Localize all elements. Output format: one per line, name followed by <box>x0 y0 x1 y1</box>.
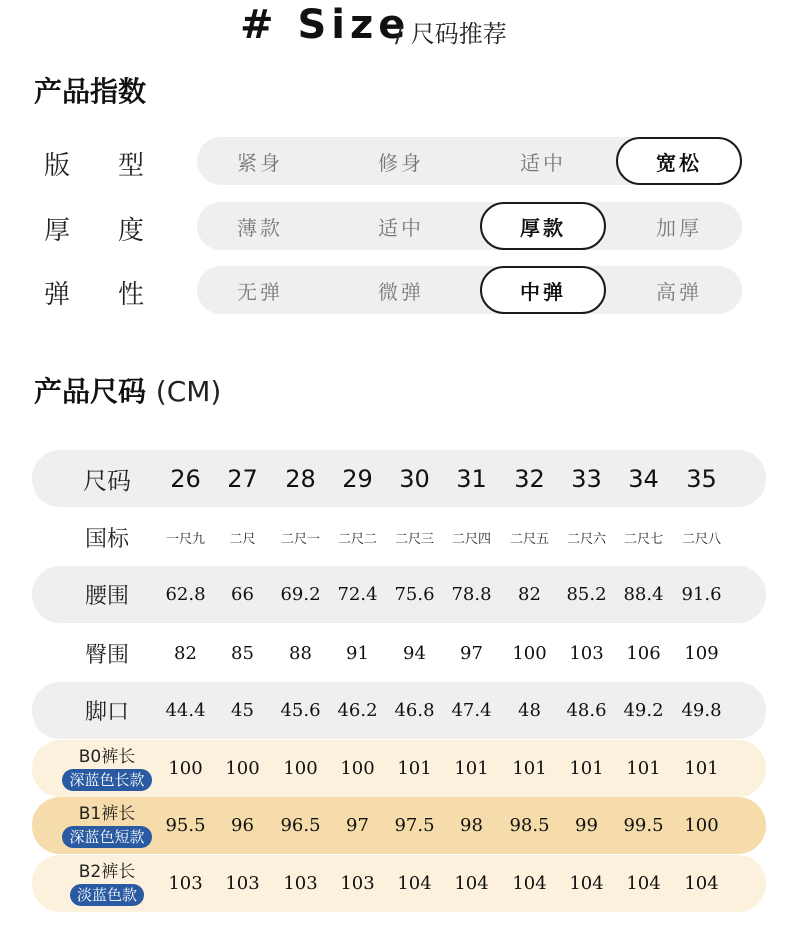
index-label-first-char: 厚 <box>44 216 71 246</box>
size-cell: 101 <box>454 758 489 779</box>
size-cell: 62.8 <box>165 584 206 605</box>
size-cell: 103 <box>569 643 604 664</box>
index-option-selected[interactable]: 中弹 <box>480 266 606 314</box>
size-cell: 48 <box>518 700 541 721</box>
size-cell: 二尺四 <box>451 532 491 547</box>
size-cell: 94 <box>403 643 426 664</box>
size-cell: 34 <box>628 464 659 493</box>
size-cell: 二尺三 <box>394 532 434 547</box>
row-label: 尺码 <box>83 467 131 495</box>
index-option[interactable]: 适中 <box>520 150 566 175</box>
size-cell: 104 <box>512 873 547 894</box>
size-cell: 103 <box>168 873 203 894</box>
row-label-text: B2裤长 <box>78 861 136 882</box>
size-cell: 46.2 <box>337 700 378 721</box>
size-cell: 91.6 <box>681 584 722 605</box>
row-label-text: B0裤长 <box>78 746 136 767</box>
size-row <box>32 682 766 739</box>
size-cell: 二尺一 <box>280 532 320 547</box>
size-cell: 28 <box>285 464 316 493</box>
size-cell: 104 <box>397 873 432 894</box>
size-cell: 31 <box>456 464 487 493</box>
index-option[interactable]: 加厚 <box>656 215 702 240</box>
index-label-second-char: 性 <box>117 280 144 310</box>
size-title: # Size <box>240 2 411 48</box>
size-cell: 45 <box>231 700 254 721</box>
size-row <box>32 625 766 682</box>
size-cell: 109 <box>684 643 719 664</box>
size-cell: 88.4 <box>623 584 664 605</box>
size-cell: 100 <box>283 758 318 779</box>
index-row-label <box>44 274 144 311</box>
size-row <box>32 509 766 566</box>
size-cell: 26 <box>170 464 201 493</box>
size-cell: 101 <box>569 758 604 779</box>
row-label-text: B1裤长 <box>78 803 136 824</box>
size-cell: 100 <box>225 758 260 779</box>
size-cell: 27 <box>227 464 258 493</box>
size-cell: 91 <box>346 643 369 664</box>
size-cell: 96.5 <box>280 815 321 836</box>
size-cell: 33 <box>571 464 602 493</box>
size-cell: 88 <box>289 643 312 664</box>
size-cell: 97 <box>346 815 369 836</box>
size-cell: 101 <box>626 758 661 779</box>
index-option[interactable]: 紧身 <box>237 150 283 175</box>
index-option-track <box>197 266 742 314</box>
index-option-selected[interactable]: 厚款 <box>480 202 606 250</box>
index-option[interactable]: 微弹 <box>378 279 424 304</box>
size-cell: 99.5 <box>623 815 664 836</box>
page-header <box>0 0 790 50</box>
row-label: 脚口 <box>84 700 129 725</box>
size-cell: 95.5 <box>165 815 206 836</box>
index-option[interactable]: 薄款 <box>237 215 283 240</box>
size-row <box>32 740 766 797</box>
size-cell: 101 <box>397 758 432 779</box>
size-row <box>32 855 766 912</box>
size-cell: 82 <box>518 584 541 605</box>
size-cell: 72.4 <box>337 584 378 605</box>
size-cell: 48.6 <box>566 700 607 721</box>
size-cell: 99 <box>575 815 598 836</box>
size-cell: 100 <box>512 643 547 664</box>
size-cell: 47.4 <box>451 700 492 721</box>
size-cell: 一尺九 <box>165 532 205 547</box>
index-option-track <box>197 137 742 185</box>
size-cell: 二尺五 <box>509 532 549 547</box>
index-label-second-char: 度 <box>117 216 144 246</box>
size-cell: 104 <box>569 873 604 894</box>
size-cell: 二尺六 <box>566 532 606 547</box>
index-section-title: 产品指数 <box>34 75 147 108</box>
size-cell: 106 <box>626 643 661 664</box>
size-cell: 96 <box>231 815 254 836</box>
size-row <box>32 797 766 854</box>
size-cell: 29 <box>342 464 373 493</box>
color-badge: 深蓝色短款 <box>62 826 151 848</box>
size-cell: 二尺七 <box>623 532 663 547</box>
index-row-label <box>44 210 144 247</box>
size-section-title-text: 产品尺码 <box>34 375 147 408</box>
size-cell: 101 <box>684 758 719 779</box>
size-cell: 二尺二 <box>337 532 377 547</box>
size-cell: 85.2 <box>566 584 607 605</box>
size-cell: 98.5 <box>509 815 550 836</box>
size-cell: 103 <box>340 873 375 894</box>
color-badge: 深蓝色长款 <box>62 769 151 791</box>
color-badge: 淡蓝色款 <box>70 884 144 906</box>
size-cell: 98 <box>460 815 483 836</box>
row-label: 臀围 <box>84 643 129 668</box>
size-cell: 104 <box>684 873 719 894</box>
size-cell: 103 <box>225 873 260 894</box>
size-cell: 49.8 <box>681 700 722 721</box>
index-option-track <box>197 202 742 250</box>
size-cell: 二尺八 <box>681 532 721 547</box>
size-cell: 46.8 <box>394 700 435 721</box>
size-cell: 45.6 <box>280 700 321 721</box>
size-cell: 85 <box>231 643 254 664</box>
row-label: 国标 <box>84 527 129 552</box>
size-cell: 104 <box>626 873 661 894</box>
index-label-first-char: 版 <box>44 151 71 181</box>
size-row <box>32 566 766 623</box>
index-option[interactable]: 高弹 <box>656 279 702 304</box>
index-option[interactable]: 无弹 <box>237 279 283 304</box>
row-label: 腰围 <box>84 584 129 609</box>
index-label-second-char: 型 <box>117 151 144 181</box>
size-cell: 69.2 <box>280 584 321 605</box>
index-option[interactable]: 适中 <box>378 215 424 240</box>
size-cell: 82 <box>174 643 197 664</box>
size-cell: 30 <box>399 464 430 493</box>
size-section-title <box>34 370 221 410</box>
index-option-selected[interactable]: 宽松 <box>616 137 742 185</box>
size-cell: 75.6 <box>394 584 435 605</box>
size-cell: 100 <box>684 815 719 836</box>
size-subtitle: / 尺码推荐 <box>395 20 507 48</box>
size-cell: 100 <box>168 758 203 779</box>
size-cell: 66 <box>231 584 254 605</box>
size-cell: 97 <box>460 643 483 664</box>
size-cell: 103 <box>283 873 318 894</box>
size-cell: 二尺 <box>229 532 256 547</box>
size-cell: 44.4 <box>165 700 206 721</box>
index-option[interactable]: 修身 <box>378 150 424 175</box>
size-cell: 101 <box>512 758 547 779</box>
size-cell: 32 <box>514 464 545 493</box>
size-cell: 49.2 <box>623 700 664 721</box>
index-row-label <box>44 145 144 182</box>
index-label-first-char: 弹 <box>44 280 71 310</box>
size-row <box>32 450 766 507</box>
size-cell: 35 <box>686 464 717 493</box>
size-cell: 97.5 <box>394 815 435 836</box>
size-cell: 104 <box>454 873 489 894</box>
size-cell: 100 <box>340 758 375 779</box>
size-cell: 78.8 <box>451 584 492 605</box>
size-section-unit: (CM) <box>155 375 222 408</box>
